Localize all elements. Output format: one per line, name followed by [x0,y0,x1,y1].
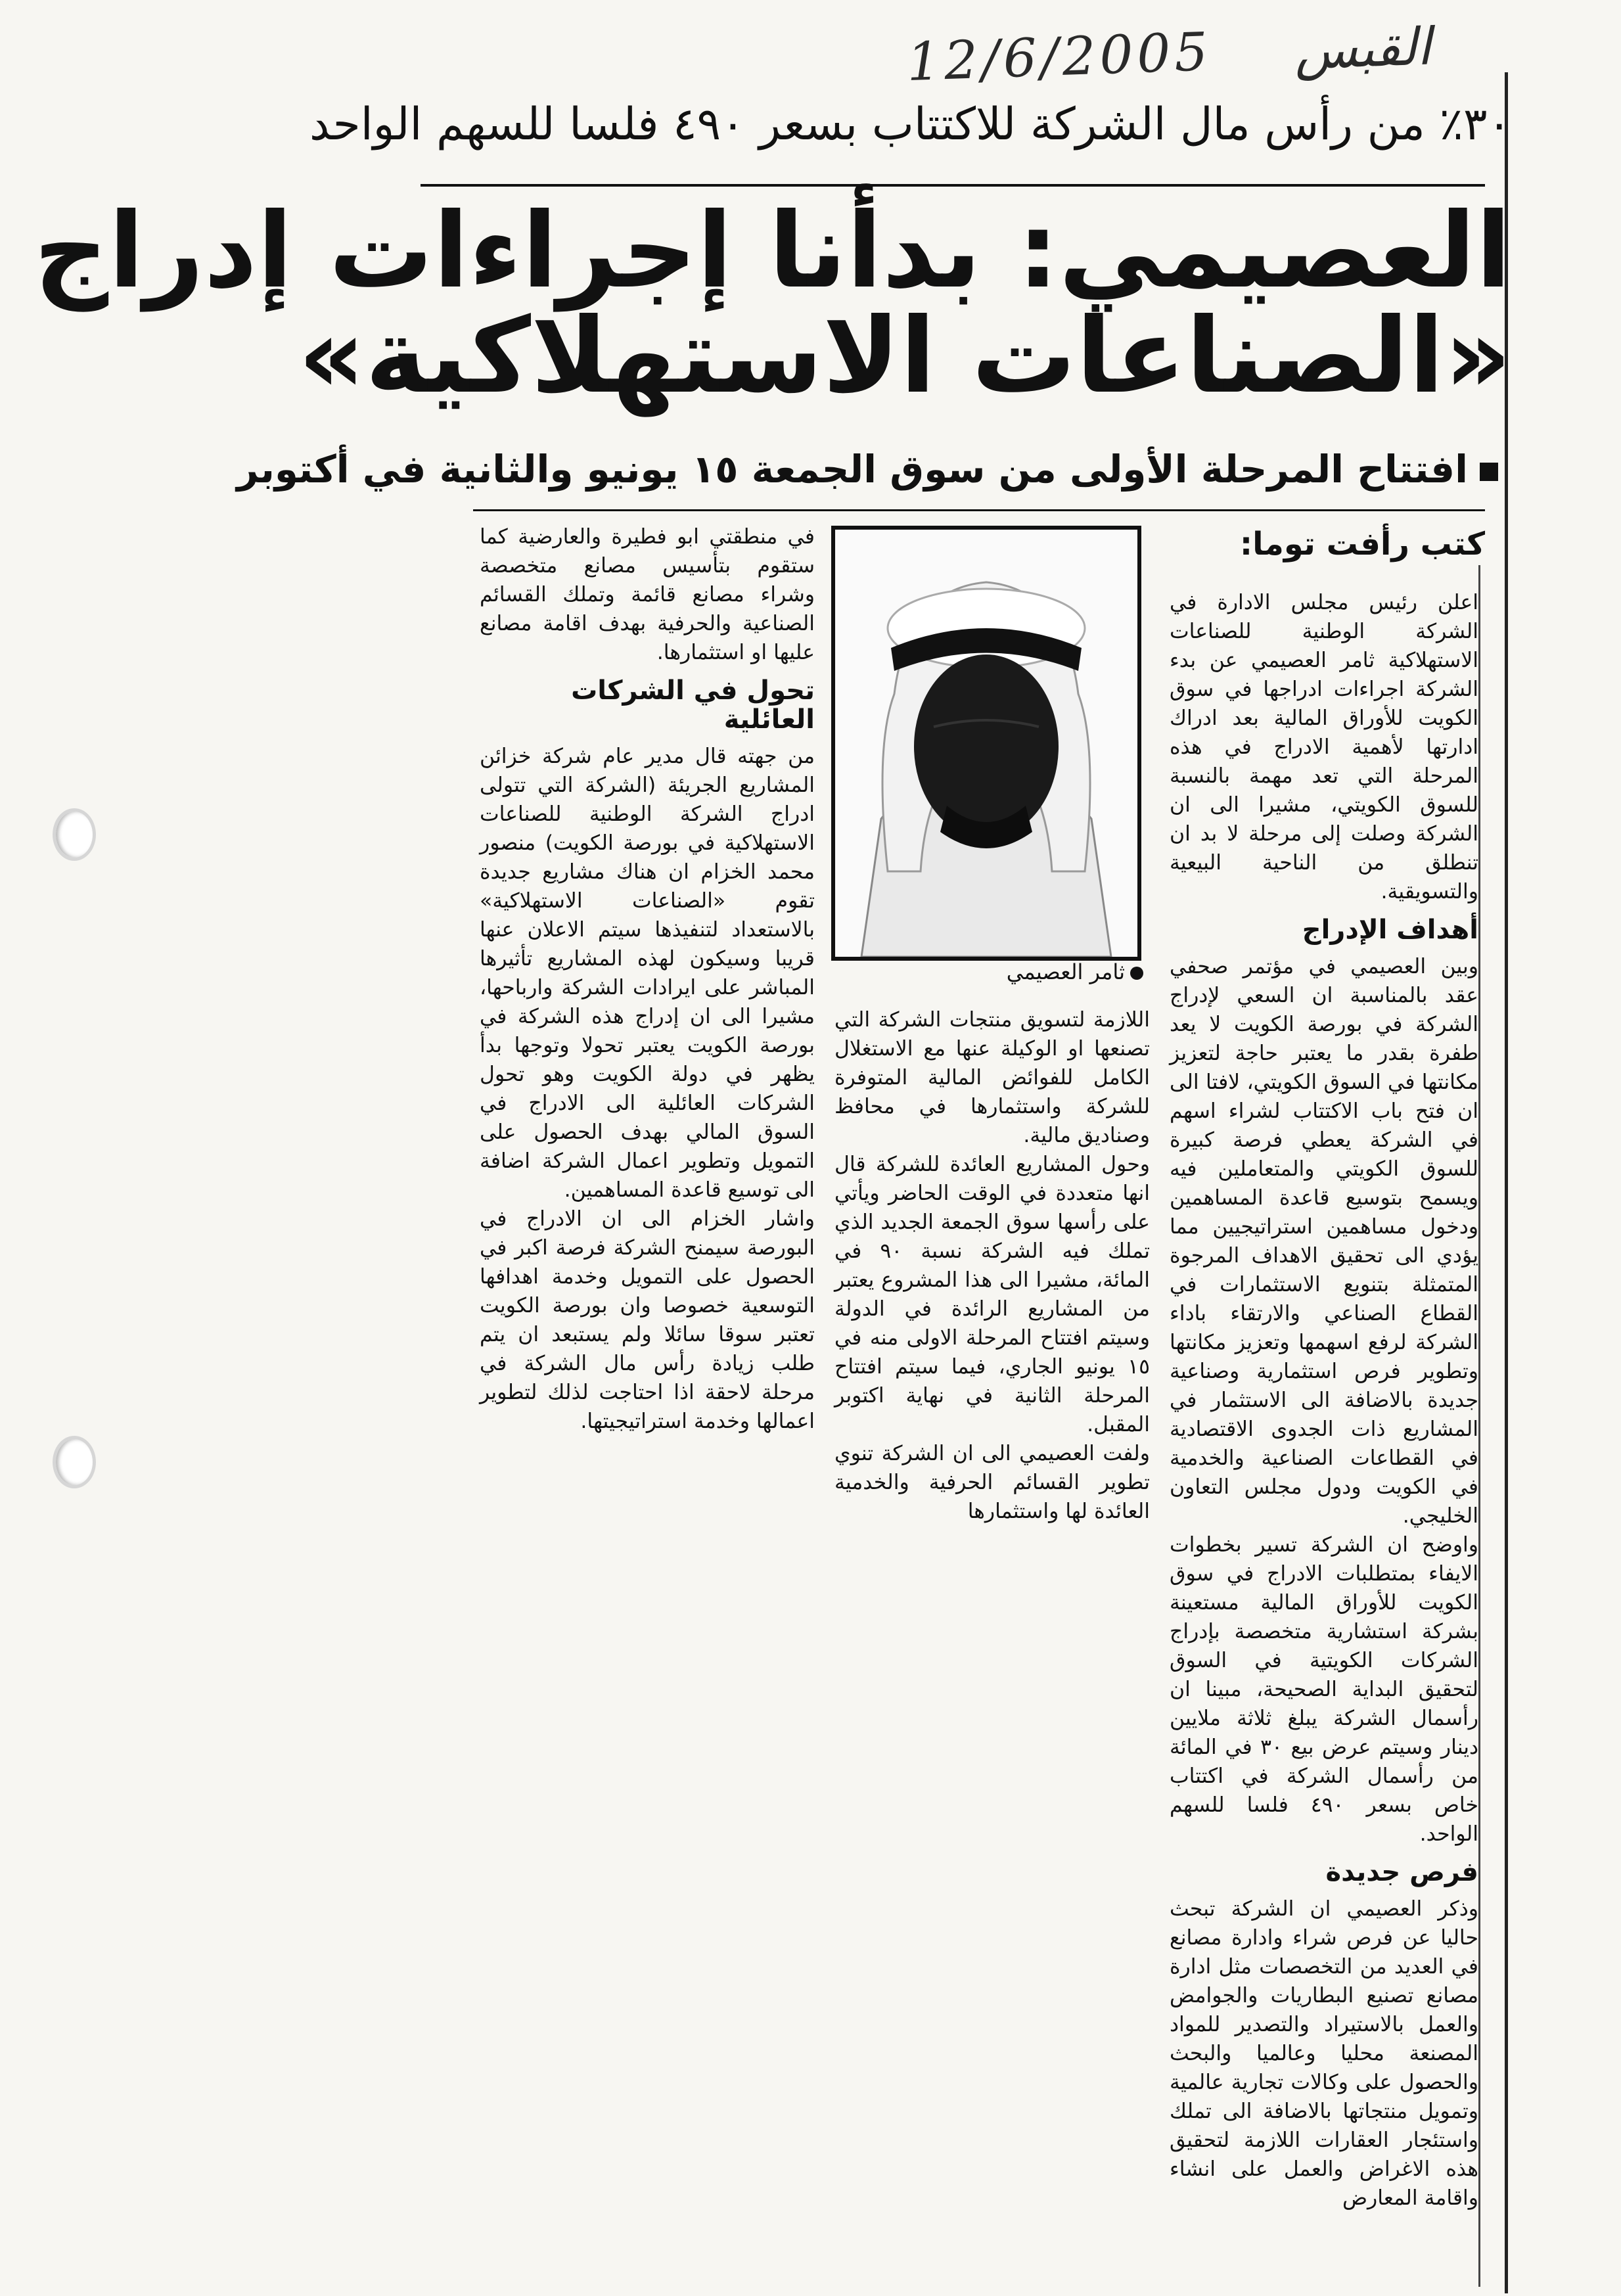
paragraph: اعلن رئيس مجلس الادارة في الشركة الوطنية للصناعات الاستهلاكية ثامر العصيمي عن بدء الشركة اجراءات ادراجها في سوق الكويت للأوراق المالية بعد ادراك ادارتها لأهمية الادراج في هذه المرحلة التي تعد مهمة بالنسبة للسوق الكويتي، مشيرا الى ان الشركة وصلت إلى مرحلة لا بد ان تنطلق من الناحية البيعية والتسويقية. [1170,591,1478,904]
paragraph: واشار الخزام الى ان الادراج في البورصة سيمنح الشركة فرصة اكبر في الحصول على التمويل وخدمة اهدافها التوسعية خصوصا وان بورصة الكويت تعتبر سوقا سائلا ولم يستبعد ان يتم طلب زيادة رأس مال الشركة في مرحلة لاحقة اذا احتاجت لذلك لتطوير اعمالها وخدمة استراتيجيتها. [480,1207,815,1433]
paragraph: ولفت العصيمي الى ان الشركة تنوي تطوير القسائم الحرفية والخدمية العائدة لها واستثمارها [834,1442,1150,1523]
photo-caption-text: ثامر العصيمي [1006,959,1125,984]
deck-rule [473,509,1485,511]
portrait-photo [831,526,1141,961]
paragraph: وحول المشاريع العائدة للشركة قال انها متعددة في الوقت الحاضر ويأتي على رأسها سوق الجمعة الجديد الذي تملك فيه الشركة نسبة ٩٠ في المائة، مشيرا الى هذا المشروع يعتبر من المشاريع الرائدة في الدولة وسيتم افتتاح المرحلة الاولى منه في ١٥ يونيو الجاري، فيما سيتم افتتاح المرحلة الثانية في نهاية اكتوبر المقبل. [834,1153,1150,1436]
paragraph: واوضح ان الشركة تسير بخطوات الايفاء بمتطلبات الادراج في سوق الكويت للأوراق المالية مستعينة بشركة استشارية متخصصة بإدراج الشركات الكويتية في السوق لتحقيق البداية الصحيحة، مبينا ان رأسمال الشركة يبلغ ثلاثة ملايين دينار وسيتم عرض بيع ٣٠ في المائة من رأسمال الشركة في اكتتاب خاص بسعر ٤٩٠ فلسا للسهم الواحد. [1170,1533,1478,1846]
byline: كتب رأفت توما: [1239,526,1485,563]
article-column-right [1170,588,1478,2213]
column-border-inner [1478,565,1480,2287]
handwritten-date: 12/6/2005 [905,20,1213,93]
paragraph: اللازمة لتسويق منتجات الشركة التي تصنعها او الوكيلة عنها مع الاستغلال الكامل للفوائض المالية المتوفرة للشركة واستثمارها في محافظ وصناديق مالية. [834,1008,1150,1147]
photo-caption [946,959,1143,984]
paragraph: في منطقتي ابو فطيرة والعارضية كما ستقوم بتأسيس مصانع متخصصة وشراء مصانع قائمة وتملك القسائم الصناعية والحرفية بهدف اقامة مصانع عليها او استثمارها. [480,525,815,664]
paragraph: وبين العصيمي في مؤتمر صحفي عقد بالمناسبة ان السعي لإدراج الشركة في بورصة الكويت لا يعد طفرة بقدر ما يعتبر حاجة لتعزيز مكانتها في السوق الكويتي، لافتا الى ان فتح باب الاكتتاب لشراء اسهم في الشركة يعطي فرصة كبيرة للسوق الكويتي والمتعاملين فيه ويسمح بتوسيع قاعدة المساهمين ودخول مساهمين استراتيجيين مما يؤدي الى تحقيق الاهداف المرجوة المتمثلة بتنويع الاستثمارات في القطاع الصناعي والارتقاء باداء الشركة لرفع اسهمها وتعزيز مكانتها وتطوير فرص استثمارية وصناعية جديدة بالاضافة الى الاستثمار في المشاريع ذات الجدوى الاقتصادية في القطاعات الصناعية والخدمية في الكويت ودول مجلس التعاون الخليجي. [1170,955,1478,1528]
subheading: فرص جديدة [1325,1857,1478,1887]
article-column-middle [834,1005,1150,1526]
subheading: تحول في الشركات العائلية [571,676,815,735]
article-column-left [480,522,815,1436]
header-rule [421,184,1485,187]
headline-line-2: «الصناعات الاستهلاكية» [298,296,1511,417]
kicker: ٣٠٪ من رأس مال الشركة للاكتتاب بسعر ٤٩٠ فلسا للسهم الواحد [309,99,1511,150]
subheading: أهداف الإدراج [1302,915,1478,945]
punch-hole-top [53,808,96,861]
bullet-dot-icon [1130,967,1143,980]
paragraph: من جهته قال مدير عام شركة خزائن المشاريع الجريئة (الشركة التي تتولى ادراج الشركة الوطنية للصناعات الاستهلاكية في بورصة الكويت) منصور محمد الخزام ان هناك مشاريع جديدة تقوم «الصناعات الاستهلاكية» بالاستعداد لتنفيذها سيتم الاعلان عنها قريبا وسيكون لهذه المشاريع تأثيرها المباشر على ايرادات الشركة وارباحها، مشيرا الى ان إدراج هذه الشركة في بورصة الكويت يعتبر تحولا وتوجها بدأ يظهر في دولة الكويت وهو تحول الشركات العائلية الى الادراج في السوق المالي بهدف الحصول على التمويل وتطوير اعمال الشركة اضافة الى توسيع قاعدة المساهمين. [480,745,815,1202]
punch-hole-bottom [53,1436,96,1488]
bullet-square-icon [1480,463,1498,481]
deck-text: افتتاح المرحلة الأولى من سوق الجمعة ١٥ يونيو والثانية في أكتوبر [237,447,1468,492]
paragraph: وذكر العصيمي ان الشركة تبحث حاليا عن فرص شراء وادارة مصانع في العديد من التخصصات مثل ادارة مصانع تصنيع البطاريات والجوامض والعمل بالاستيراد والتصدير للمواد المصنعة محليا وعالميا والبحث والحصول على وكالات تجارية عالمية وتمويل منتجاتها بالاضافة الى تملك واستئجار العقارات اللازمة لتحقيق هذه الاغراض والعمل على انشاء واقامة المعارض [1170,1897,1478,2210]
portrait-figure [835,530,1137,957]
handwritten-source: القبس [1293,17,1432,81]
headline-line-1: العصيمي: بدأنا إجراءات إدراج [34,191,1511,311]
deck [237,447,1498,492]
